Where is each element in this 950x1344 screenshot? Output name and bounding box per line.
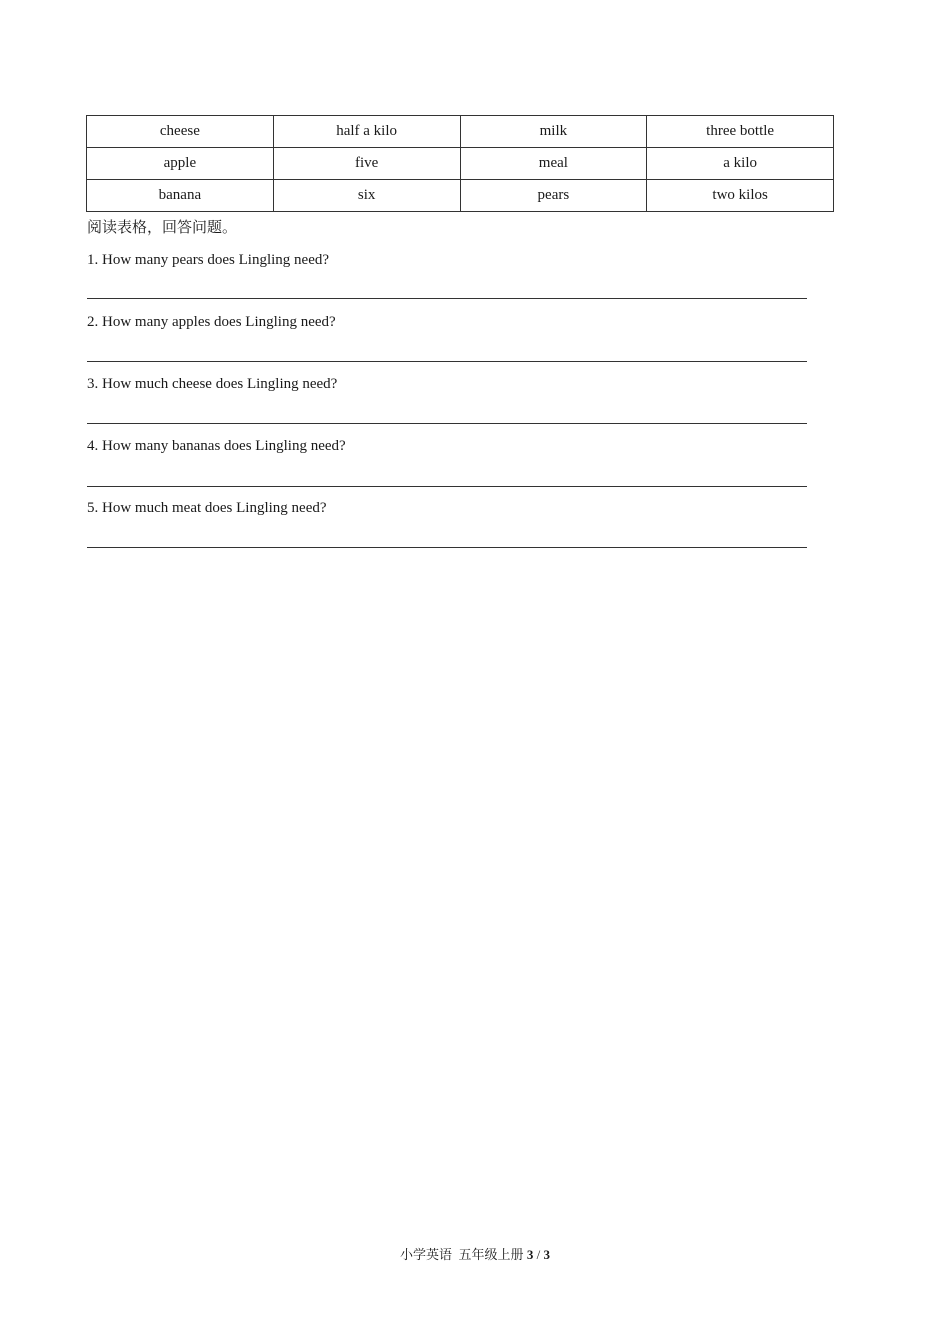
- table-cell: a kilo: [647, 148, 834, 180]
- page-separator: /: [536, 1247, 541, 1262]
- table-cell: six: [273, 180, 460, 212]
- instruction-text: 阅读表格，回答问题。: [87, 220, 238, 236]
- question-2: 2. How many apples does Lingling need?: [87, 314, 336, 330]
- answer-line-1[interactable]: [87, 298, 807, 299]
- answer-line-3[interactable]: [87, 423, 807, 424]
- table-cell: pears: [460, 180, 647, 212]
- table-cell: cheese: [87, 116, 274, 148]
- current-page-number: 3: [526, 1247, 534, 1262]
- answer-line-4[interactable]: [87, 486, 807, 487]
- total-pages-number: 3: [543, 1247, 550, 1262]
- question-1: 1. How many pears does Lingling need?: [87, 252, 330, 268]
- table-cell: two kilos: [647, 180, 834, 212]
- footer-label: 小学英语 五年级上册: [400, 1247, 524, 1262]
- table-cell: apple: [87, 148, 274, 180]
- answer-line-2[interactable]: [87, 361, 807, 362]
- question-3: 3. How much cheese does Lingling need?: [87, 376, 338, 392]
- table-cell: three bottle: [647, 116, 834, 148]
- table-cell: milk: [460, 116, 647, 148]
- question-5: 5. How much meat does Lingling need?: [87, 500, 327, 516]
- vocabulary-table: [86, 115, 834, 212]
- table-cell: banana: [87, 180, 274, 212]
- table-row: [87, 180, 834, 212]
- page-footer: [0, 1246, 950, 1264]
- table-cell: half a kilo: [273, 116, 460, 148]
- question-4: 4. How many bananas does Lingling need?: [87, 438, 346, 454]
- table-cell: five: [273, 148, 460, 180]
- table-row: [87, 116, 834, 148]
- table-cell: meal: [460, 148, 647, 180]
- answer-line-5[interactable]: [87, 547, 807, 548]
- table-row: [87, 148, 834, 180]
